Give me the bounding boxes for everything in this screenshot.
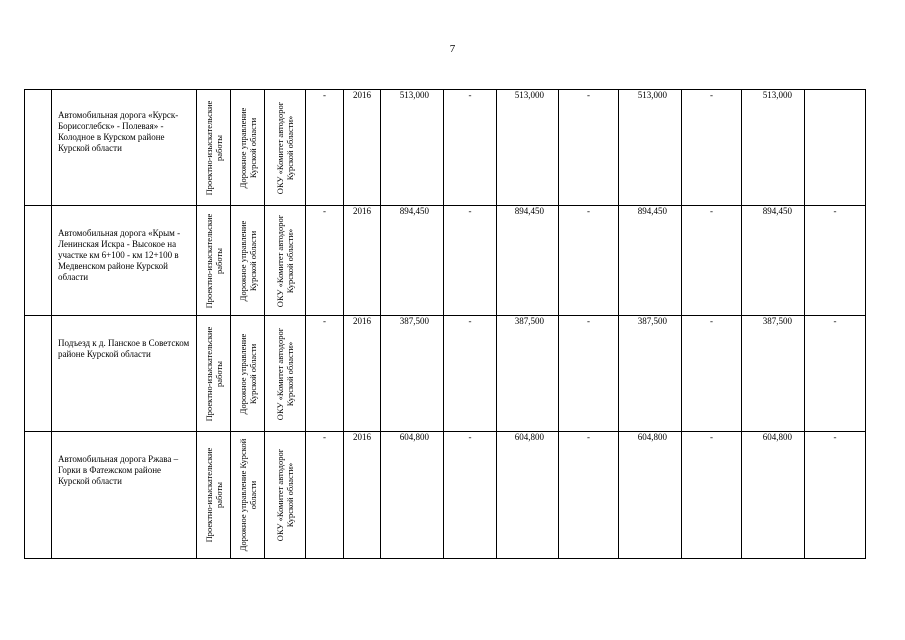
work-type-cell: [197, 316, 231, 432]
year-cell: [344, 316, 381, 432]
developer: ОКУ «Комитет автодорог Курской области»: [275, 448, 295, 542]
work-type: Проектно-изыскательские работы: [203, 326, 224, 421]
dash-cell-3: [559, 432, 619, 559]
dash-cell-2: [444, 316, 497, 432]
dash-cell-2: [444, 432, 497, 559]
dash-cell-2: [444, 90, 497, 206]
dash-1: -: [323, 316, 326, 326]
dash-5: -: [833, 206, 837, 216]
value-4: 387,500: [762, 316, 792, 326]
dash-cell-1: [306, 432, 344, 559]
road-name: Автомобильная дорога «Крым - Ленинская Искра - Высокое на участке км 6+100 - км 12+100 в Медвенском районе Курской области: [58, 228, 181, 282]
row-number-cell: [25, 316, 52, 432]
road-name-cell: [52, 316, 197, 432]
dash-4: -: [710, 432, 713, 442]
customer: Дорожное управление Курской области: [237, 220, 258, 301]
year: 2016: [353, 316, 371, 326]
year: 2016: [353, 206, 371, 216]
work-type-cell: [197, 90, 231, 206]
table-row: [25, 316, 866, 432]
road-name: Автомобильная дорога Ржава – Горки в Фатежском районе Курской области: [58, 454, 179, 486]
dash-cell-4: [682, 316, 742, 432]
year-cell: [344, 206, 381, 316]
dash-2: -: [468, 432, 472, 442]
table-row: [25, 90, 866, 206]
work-type-cell: [197, 206, 231, 316]
developer-cell: [265, 206, 306, 316]
dash-cell-4: [682, 206, 742, 316]
dash-cell-1: [306, 90, 344, 206]
dash-cell-4: [682, 432, 742, 559]
year-cell: [344, 90, 381, 206]
developer-cell: [265, 316, 306, 432]
table-row: [25, 432, 866, 559]
row-number-cell: [25, 90, 52, 206]
road-name-cell: [52, 432, 197, 559]
value-cell-4: [742, 432, 805, 559]
road-name: Подъезд к д. Панское в Советском районе Курской области: [58, 338, 190, 359]
value-cell-3: [619, 316, 682, 432]
value-1: 604,800: [399, 432, 429, 442]
value-1: 894,450: [399, 206, 429, 216]
value-cell-2: [497, 316, 559, 432]
dash-2: -: [468, 90, 472, 100]
value-cell-3: [619, 432, 682, 559]
developer: ОКУ «Комитет автодорог Курской области»: [275, 327, 295, 420]
dash-4: -: [710, 316, 713, 326]
dash-4: -: [710, 90, 713, 100]
value-cell-2: [497, 90, 559, 206]
dash-1: -: [323, 432, 326, 442]
value-cell-4: [742, 90, 805, 206]
value-1: 513,000: [399, 90, 429, 100]
dash-3: -: [587, 432, 590, 442]
projects-table: [24, 89, 866, 559]
value-cell-1: [381, 316, 444, 432]
customer-cell: [231, 206, 265, 316]
row-number-cell: [25, 206, 52, 316]
dash-cell-5: [805, 432, 866, 559]
value-4: 513,000: [762, 90, 792, 100]
dash-5: -: [833, 316, 837, 326]
dash-cell-1: [306, 316, 344, 432]
work-type-cell: [197, 432, 231, 559]
developer: ОКУ «Комитет автодорог Курской области»: [275, 214, 295, 307]
customer-cell: [231, 90, 265, 206]
work-type: Проектно-изыскательские работы: [203, 213, 224, 308]
customer-cell: [231, 316, 265, 432]
value-cell-3: [619, 206, 682, 316]
customer: Дорожное управление Курской области: [237, 333, 258, 414]
year: 2016: [353, 90, 371, 100]
value-cell-1: [381, 206, 444, 316]
value-1: 387,500: [399, 316, 429, 326]
value-cell-1: [381, 432, 444, 559]
dash-5: -: [833, 432, 837, 442]
dash-cell-4: [682, 90, 742, 206]
row-number-cell: [25, 432, 52, 559]
value-3: 894,450: [637, 206, 667, 216]
dash-3: -: [587, 316, 590, 326]
dash-1: -: [323, 90, 326, 100]
page-number: 7: [449, 43, 456, 55]
dash-3: -: [587, 206, 590, 216]
value-3: 513,000: [637, 90, 667, 100]
value-3: 604,800: [637, 432, 667, 442]
developer-cell: [265, 90, 306, 206]
dash-cell-3: [559, 206, 619, 316]
dash-1: -: [323, 206, 326, 216]
value-4: 604,800: [762, 432, 792, 442]
road-name-cell: [52, 206, 197, 316]
value-cell-2: [497, 432, 559, 559]
value-2: 387,500: [514, 316, 544, 326]
value-3: 387,500: [637, 316, 667, 326]
dash-2: -: [468, 206, 472, 216]
value-2: 894,450: [514, 206, 544, 216]
developer: ОКУ «Комитет автодорог Курской области»: [275, 101, 295, 194]
value-cell-4: [742, 316, 805, 432]
dash-cell-2: [444, 206, 497, 316]
value-cell-3: [619, 90, 682, 206]
developer-cell: [265, 432, 306, 559]
table-row: [25, 206, 866, 316]
work-type: Проектно-изыскательские работы: [203, 447, 224, 543]
customer: Дорожное управление Курской области: [237, 107, 258, 188]
year-cell: [344, 432, 381, 559]
work-type: Проектно-изыскательские работы: [203, 100, 224, 195]
dash-cell-3: [559, 90, 619, 206]
value-4: 894,450: [762, 206, 792, 216]
road-name-cell: [52, 90, 197, 206]
value-cell-4: [742, 206, 805, 316]
dash-cell-1: [306, 206, 344, 316]
value-2: 604,800: [514, 432, 544, 442]
value-cell-2: [497, 206, 559, 316]
value-2: 513,000: [514, 90, 544, 100]
year: 2016: [353, 432, 371, 442]
customer: Дорожное управление Курской области: [237, 438, 258, 552]
dash-4: -: [710, 206, 713, 216]
dash-3: -: [587, 90, 590, 100]
value-cell-1: [381, 90, 444, 206]
dash-cell-5: [805, 206, 866, 316]
road-name: Автомобильная дорога «Курск-Борисоглебск» - Полевая» - Колодное в Курском районе Курской области: [58, 110, 179, 153]
dash-2: -: [468, 316, 472, 326]
dash-cell-5: [805, 90, 866, 206]
customer-cell: [231, 432, 265, 559]
dash-cell-5: [805, 316, 866, 432]
dash-cell-3: [559, 316, 619, 432]
